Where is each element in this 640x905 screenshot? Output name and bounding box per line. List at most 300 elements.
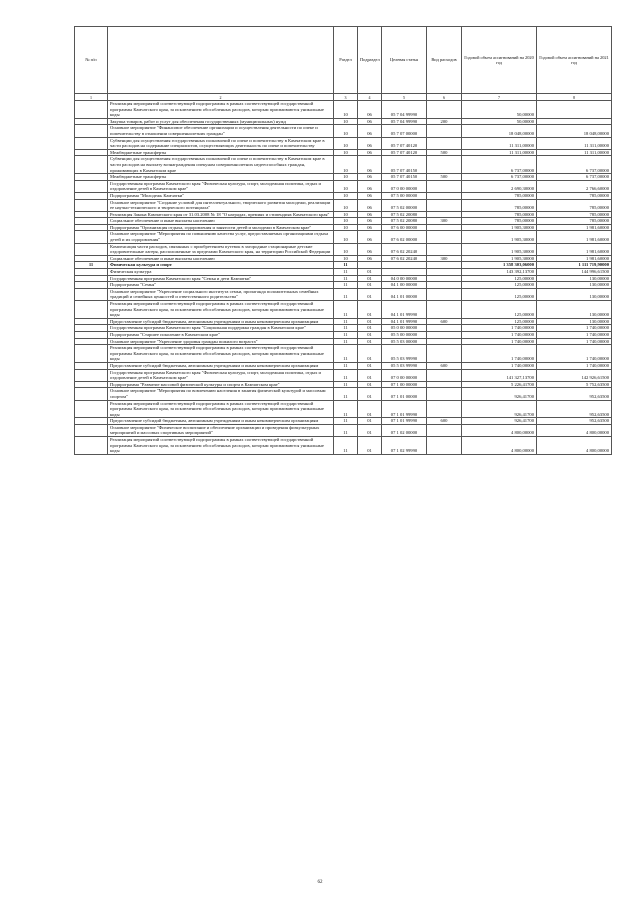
cell-exptype: 600 xyxy=(427,318,462,325)
cell-target: 07 1 01 99990 xyxy=(382,400,427,418)
cell-name: Подпрограмма "Семья" xyxy=(108,282,334,289)
cell-exptype xyxy=(427,224,462,231)
cell-section: 11 xyxy=(334,381,358,388)
cell-subsection: 01 xyxy=(358,437,382,455)
cell-subsection: 06 xyxy=(358,156,382,174)
cell-amount-2021: 1 981,60000 xyxy=(537,243,612,255)
cell-target: 07 6 02 20240 xyxy=(382,243,427,255)
table-row xyxy=(75,275,612,282)
cell-target: 07 0 00 00000 xyxy=(382,180,427,192)
cell-target: 04 1 00 00000 xyxy=(382,282,427,289)
cell-target: 04 0 00 00000 xyxy=(382,275,427,282)
cell-target: 07 6 02 00000 xyxy=(382,231,427,243)
cell-section: 10 xyxy=(334,192,358,199)
header-target: Целевая статья xyxy=(382,27,427,94)
cell-target: 07 1 01 00000 xyxy=(382,388,427,400)
cell-amount-2021: 130,00000 xyxy=(537,282,612,289)
cell-target: 05 5 00 00000 xyxy=(382,331,427,338)
cell-num xyxy=(75,149,108,156)
cell-target xyxy=(382,262,427,269)
header-name xyxy=(108,27,334,94)
cell-amount-2020: 785,00000 xyxy=(462,192,537,199)
cell-subsection: 06 xyxy=(358,231,382,243)
cell-subsection: 06 xyxy=(358,211,382,218)
cell-target: 07 1 02 99990 xyxy=(382,437,427,455)
cell-target: 07 1 01 99990 xyxy=(382,418,427,425)
cell-amount-2020: 6 737,00000 xyxy=(462,174,537,181)
cell-section: 10 xyxy=(334,255,358,262)
cell-name: Реализация Закона Камчатского края от 31.03.2008 № 18 "О наградах, премиях и стипендиях Камчатского края" xyxy=(108,211,334,218)
cell-exptype xyxy=(427,338,462,345)
cell-amount-2021: 130,00000 xyxy=(537,301,612,319)
cell-num xyxy=(75,424,108,436)
table-row xyxy=(75,199,612,211)
cell-name: Предоставление субсидий бюджетным, автономным учреждениям и иным некоммерческим организациям xyxy=(108,318,334,325)
table-row xyxy=(75,301,612,319)
cell-amount-2020: 11 311,00000 xyxy=(462,137,537,149)
cell-num xyxy=(75,192,108,199)
cell-section: 10 xyxy=(334,231,358,243)
cell-name: Закупка товаров, работ и услуг для обеспечения государственных (муниципальных) нужд xyxy=(108,118,334,125)
cell-amount-2021: 1 981,60000 xyxy=(537,224,612,231)
cell-exptype xyxy=(427,211,462,218)
cell-num xyxy=(75,418,108,425)
table-row xyxy=(75,331,612,338)
cell-amount-2020: 1 740,00000 xyxy=(462,325,537,332)
cell-section: 10 xyxy=(334,211,358,218)
cell-target: 07 5 02 20080 xyxy=(382,218,427,225)
cell-amount-2020: 6 737,00000 xyxy=(462,156,537,174)
cell-target: 05 5 03 99990 xyxy=(382,362,427,369)
cell-name: Основное мероприятие "Укрепление социального института семьи, пропаганда положительных семейных традиций и семейных ценностей и ответственного родительства" xyxy=(108,288,334,300)
cell-amount-2021: 6 737,00000 xyxy=(537,174,612,181)
cell-section: 11 xyxy=(334,282,358,289)
cell-subsection: 01 xyxy=(358,318,382,325)
table-row xyxy=(75,101,612,119)
cell-amount-2021: 1 740,00000 xyxy=(537,338,612,345)
cell-exptype xyxy=(427,388,462,400)
cell-name: Государственная программа Камчатского края "Социальная поддержка граждан в Камчатском крае" xyxy=(108,325,334,332)
cell-subsection: 01 xyxy=(358,369,382,381)
cell-exptype xyxy=(427,437,462,455)
cell-exptype xyxy=(427,275,462,282)
cell-amount-2020: 143 392,13700 xyxy=(462,269,537,276)
cell-name: Основное мероприятие "Создание условий для интеллектуального, творческого развития молодежи, реализации ее научно-технического и творческого потенциала" xyxy=(108,199,334,211)
cell-amount-2020: 785,00000 xyxy=(462,218,537,225)
column-index: 7 xyxy=(462,94,537,101)
cell-name: Государственная программа Камчатского края "Физическая культура, спорт, молодежная политика, отдых и оздоровление детей в Камчатском крае" xyxy=(108,180,334,192)
cell-name: Основное мероприятие "Мероприятия по повышению качества услуг, предоставляемых организациями отдыха детей и их оздоровления" xyxy=(108,231,334,243)
cell-amount-2020: 5 226,41700 xyxy=(462,381,537,388)
cell-section: 10 xyxy=(334,137,358,149)
cell-exptype xyxy=(427,400,462,418)
header-exptype: Вид расходов xyxy=(427,27,462,94)
cell-subsection: 01 xyxy=(358,275,382,282)
cell-amount-2021: 1 740,00000 xyxy=(537,362,612,369)
cell-exptype xyxy=(427,192,462,199)
cell-section: 10 xyxy=(334,149,358,156)
cell-amount-2020: 50,00000 xyxy=(462,118,537,125)
cell-amount-2021: 144 996,61500 xyxy=(537,269,612,276)
cell-amount-2020: 1 740,00000 xyxy=(462,331,537,338)
cell-target: 04 1 01 00000 xyxy=(382,288,427,300)
cell-target: 05 5 03 99990 xyxy=(382,345,427,363)
cell-target: 07 1 00 00000 xyxy=(382,381,427,388)
cell-subsection: 06 xyxy=(358,243,382,255)
cell-num xyxy=(75,231,108,243)
table-row xyxy=(75,149,612,156)
cell-exptype: 300 xyxy=(427,255,462,262)
cell-target: 07 5 02 20080 xyxy=(382,211,427,218)
cell-name: Основное мероприятие "Финансовое обеспечение организации и осуществления деятельности по опеке и попечительству в отношении совершеннолетних граждан" xyxy=(108,125,334,137)
cell-target: 07 5 00 00000 xyxy=(382,192,427,199)
table-row xyxy=(75,418,612,425)
table-row xyxy=(75,362,612,369)
cell-num xyxy=(75,101,108,119)
table-row xyxy=(75,288,612,300)
table-body xyxy=(75,101,612,455)
cell-name: Социальное обеспечение и иные выплаты населению xyxy=(108,255,334,262)
column-index: 6 xyxy=(427,94,462,101)
cell-amount-2021: 6 737,00000 xyxy=(537,156,612,174)
cell-name: Государственная программа Камчатского края "Семья и дети Камчатки" xyxy=(108,275,334,282)
cell-num xyxy=(75,381,108,388)
cell-exptype: 300 xyxy=(427,218,462,225)
cell-target: 07 6 00 00000 xyxy=(382,224,427,231)
cell-amount-2021: 952,63500 xyxy=(537,418,612,425)
budget-table xyxy=(74,26,612,455)
cell-amount-2021: 785,00000 xyxy=(537,218,612,225)
cell-section: 10 xyxy=(334,101,358,119)
cell-num xyxy=(75,180,108,192)
cell-amount-2020: 1 740,00000 xyxy=(462,362,537,369)
cell-subsection: 06 xyxy=(358,224,382,231)
cell-section: 11 xyxy=(334,325,358,332)
cell-amount-2020: 125,00000 xyxy=(462,275,537,282)
cell-exptype xyxy=(427,288,462,300)
cell-num xyxy=(75,437,108,455)
cell-exptype xyxy=(427,345,462,363)
cell-num xyxy=(75,301,108,319)
cell-num xyxy=(75,255,108,262)
cell-section: 10 xyxy=(334,218,358,225)
cell-subsection: 06 xyxy=(358,174,382,181)
cell-section: 10 xyxy=(334,118,358,125)
cell-amount-2020: 926,41700 xyxy=(462,400,537,418)
cell-target: 07 0 00 00000 xyxy=(382,369,427,381)
cell-num xyxy=(75,282,108,289)
cell-amount-2021: 785,00000 xyxy=(537,192,612,199)
table-row xyxy=(75,218,612,225)
cell-num xyxy=(75,156,108,174)
table-row xyxy=(75,381,612,388)
cell-subsection: 06 xyxy=(358,125,382,137)
cell-amount-2021: 4 800,00000 xyxy=(537,424,612,436)
cell-amount-2020: 4 800,00000 xyxy=(462,424,537,436)
table-row xyxy=(75,325,612,332)
cell-target: 07 5 02 00000 xyxy=(382,199,427,211)
cell-section: 11 xyxy=(334,262,358,269)
cell-section: 10 xyxy=(334,180,358,192)
cell-section: 11 xyxy=(334,275,358,282)
cell-subsection: 01 xyxy=(358,325,382,332)
column-index: 3 xyxy=(334,94,358,101)
table-row xyxy=(75,255,612,262)
table-row xyxy=(75,282,612,289)
table-row xyxy=(75,224,612,231)
cell-subsection: 06 xyxy=(358,192,382,199)
cell-target: 05 7 04 99990 xyxy=(382,118,427,125)
cell-section: 11 xyxy=(334,369,358,381)
cell-target: 05 7 07 40150 xyxy=(382,174,427,181)
cell-name: Реализация мероприятий соответствующей подпрограммы в рамках соответствующей государственной программы Камчатского края, за исключением обособленных расходов, которым присваиваются уникальные коды xyxy=(108,400,334,418)
cell-amount-2020: 1 905,30000 xyxy=(462,231,537,243)
cell-exptype xyxy=(427,243,462,255)
cell-name: Реализация мероприятий соответствующей подпрограммы в рамках соответствующей государственной программы Камчатского края, за исключением обособленных расходов, которым присваиваются уникальные коды xyxy=(108,301,334,319)
cell-amount-2021: 11 311,00000 xyxy=(537,149,612,156)
cell-name: Реализация мероприятий соответствующей подпрограммы в рамках соответствующей государственной программы Камчатского края, за исключением обособленных расходов, которым присваиваются уникальные коды xyxy=(108,437,334,455)
header-section: Раздел xyxy=(334,27,358,94)
cell-section: 11 xyxy=(334,345,358,363)
cell-num xyxy=(75,174,108,181)
cell-amount-2021: 952,63500 xyxy=(537,388,612,400)
cell-num xyxy=(75,211,108,218)
cell-name: Субвенции для осуществления государственных полномочий по опеке и попечительству в Камчатском крае в части расходов на содержание специалистов, осуществляющих деятельность по опеке и попечительству xyxy=(108,137,334,149)
cell-amount-2020: 1 905,30000 xyxy=(462,224,537,231)
table-row xyxy=(75,318,612,325)
cell-amount-2021: 130,00000 xyxy=(537,275,612,282)
cell-num xyxy=(75,338,108,345)
cell-name: Подпрограмма "Организация отдыха, оздоровления и занятости детей и молодежи в Камчатском крае" xyxy=(108,224,334,231)
cell-amount-2020: 125,00000 xyxy=(462,288,537,300)
cell-amount-2021: 1 981,60000 xyxy=(537,255,612,262)
table-row xyxy=(75,262,612,269)
cell-name: Предоставление субсидий бюджетным, автономным учреждениям и иным некоммерческим организациям xyxy=(108,418,334,425)
cell-amount-2021: 130,00000 xyxy=(537,288,612,300)
cell-name: Межбюджетные трансферты xyxy=(108,174,334,181)
table-row xyxy=(75,400,612,418)
cell-target: 07 1 02 00000 xyxy=(382,424,427,436)
column-index: 5 xyxy=(382,94,427,101)
column-index: 4 xyxy=(358,94,382,101)
cell-exptype: 500 xyxy=(427,149,462,156)
cell-exptype xyxy=(427,231,462,243)
cell-name: Реализация мероприятий соответствующей подпрограммы в рамках соответствующей государственной программы Камчатского края, за исключением обособленных расходов, которым присваиваются уникальные коды xyxy=(108,345,334,363)
cell-name: Подпрограмма "Старшее поколение в Камчатском крае" xyxy=(108,331,334,338)
cell-amount-2021: 4 800,00000 xyxy=(537,437,612,455)
cell-name: Основное мероприятие "Мероприятия по вовлечению населения в занятия физической культурой и массовым спортом" xyxy=(108,388,334,400)
cell-amount-2020: 785,00000 xyxy=(462,199,537,211)
table-row xyxy=(75,231,612,243)
header-year-2021: Годовой объем ассигнований на 2021 год xyxy=(537,27,612,94)
cell-section: 10 xyxy=(334,199,358,211)
cell-subsection: 06 xyxy=(358,255,382,262)
cell-amount-2020: 11 311,00000 xyxy=(462,149,537,156)
table-row xyxy=(75,118,612,125)
cell-num: 11 xyxy=(75,262,108,269)
cell-exptype: 600 xyxy=(427,418,462,425)
page-number: 62 xyxy=(317,880,323,885)
cell-num xyxy=(75,318,108,325)
cell-num xyxy=(75,325,108,332)
cell-amount-2020: 1 740,00000 xyxy=(462,338,537,345)
cell-amount-2020: 141 327,13700 xyxy=(462,369,537,381)
cell-num xyxy=(75,125,108,137)
cell-exptype xyxy=(427,180,462,192)
cell-name: Предоставление субсидий бюджетным, автономным учреждениям и иным некоммерческим организациям xyxy=(108,362,334,369)
cell-num xyxy=(75,388,108,400)
table-row xyxy=(75,125,612,137)
cell-target: 05 7 04 99990 xyxy=(382,101,427,119)
table-row xyxy=(75,211,612,218)
cell-num xyxy=(75,288,108,300)
header-year-2020: Годовой объем ассигнований на 2020 год xyxy=(462,27,537,94)
cell-exptype xyxy=(427,125,462,137)
cell-subsection: 01 xyxy=(358,388,382,400)
cell-amount-2021: 1 740,00000 xyxy=(537,345,612,363)
cell-amount-2021: 952,63500 xyxy=(537,400,612,418)
cell-subsection: 01 xyxy=(358,282,382,289)
cell-subsection: 01 xyxy=(358,288,382,300)
cell-section: 11 xyxy=(334,400,358,418)
cell-amount-2020: 1 905,30000 xyxy=(462,255,537,262)
cell-exptype xyxy=(427,262,462,269)
cell-name: Основное мероприятие "Физическое воспитание и обеспечение организации и проведения физкультурных мероприятий и массовых спортивных мероприятий" xyxy=(108,424,334,436)
cell-num xyxy=(75,243,108,255)
cell-section: 11 xyxy=(334,301,358,319)
cell-subsection: 01 xyxy=(358,400,382,418)
cell-name: Реализация мероприятий соответствующей подпрограммы в рамках соответствующей государственной программы Камчатского края, за исключением обособленных расходов, которым присваиваются уникальные коды xyxy=(108,101,334,119)
cell-exptype xyxy=(427,269,462,276)
cell-section: 11 xyxy=(334,288,358,300)
cell-exptype xyxy=(427,199,462,211)
column-index: 2 xyxy=(108,94,334,101)
cell-name: Субвенции для осуществления государственных полномочий по опеке и попечительству в Камчатском крае в части расходов на выплату вознаграждения опекунам совершеннолетних недееспособных граждан, проживающих в Камчатском крае xyxy=(108,156,334,174)
table-row xyxy=(75,243,612,255)
table-row xyxy=(75,174,612,181)
column-index-row xyxy=(75,94,612,101)
cell-num xyxy=(75,400,108,418)
cell-num xyxy=(75,362,108,369)
cell-amount-2021: 5 752,63500 xyxy=(537,381,612,388)
table-row xyxy=(75,156,612,174)
cell-section: 11 xyxy=(334,269,358,276)
cell-target: 04 1 01 99990 xyxy=(382,301,427,319)
cell-subsection: 01 xyxy=(358,345,382,363)
table-row xyxy=(75,192,612,199)
cell-exptype xyxy=(427,301,462,319)
cell-target: 05 5 03 00000 xyxy=(382,338,427,345)
cell-section: 10 xyxy=(334,156,358,174)
cell-exptype xyxy=(427,325,462,332)
cell-target: 07 6 02 20240 xyxy=(382,255,427,262)
cell-amount-2021: 18 048,00000 xyxy=(537,125,612,137)
cell-num xyxy=(75,345,108,363)
cell-section: 10 xyxy=(334,174,358,181)
cell-subsection: 06 xyxy=(358,149,382,156)
table-row xyxy=(75,269,612,276)
cell-exptype xyxy=(427,424,462,436)
cell-target: 05 7 07 00000 xyxy=(382,125,427,137)
cell-num xyxy=(75,269,108,276)
table-row xyxy=(75,137,612,149)
cell-num xyxy=(75,218,108,225)
cell-name: Социальное обеспечение и иные выплаты населению xyxy=(108,218,334,225)
cell-name: Основное мероприятие "Укрепление здоровья граждан пожилого возраста" xyxy=(108,338,334,345)
cell-subsection: 01 xyxy=(358,381,382,388)
cell-subsection: 06 xyxy=(358,180,382,192)
cell-num xyxy=(75,224,108,231)
cell-name: Компенсация части расходов, связанных с приобретением путевок в загородные стационарные детские оздоровительные лагеря, расположенные за пределами Камчатского края, на территории Российской Федерации xyxy=(108,243,334,255)
table-row xyxy=(75,424,612,436)
cell-subsection: 01 xyxy=(358,338,382,345)
cell-amount-2021: 785,00000 xyxy=(537,199,612,211)
cell-amount-2020: 4 800,00000 xyxy=(462,437,537,455)
cell-exptype: 500 xyxy=(427,174,462,181)
header-subsection: Подраздел xyxy=(358,27,382,94)
cell-section: 11 xyxy=(334,418,358,425)
cell-num xyxy=(75,331,108,338)
cell-name: Подпрограмма "Развитие массовой физической культуры и спорта в Камчатском крае" xyxy=(108,381,334,388)
cell-target: 05 7 07 40120 xyxy=(382,149,427,156)
header-num: № п/п xyxy=(75,27,108,94)
cell-name: Физическая культура xyxy=(108,269,334,276)
cell-exptype xyxy=(427,282,462,289)
cell-num xyxy=(75,369,108,381)
cell-num xyxy=(75,137,108,149)
cell-section: 11 xyxy=(334,331,358,338)
cell-section: 11 xyxy=(334,388,358,400)
cell-section: 10 xyxy=(334,243,358,255)
cell-subsection: 06 xyxy=(358,101,382,119)
cell-amount-2021: 11 311,00000 xyxy=(537,137,612,149)
cell-amount-2021: 785,00000 xyxy=(537,211,612,218)
cell-amount-2020: 926,41700 xyxy=(462,418,537,425)
cell-section: 11 xyxy=(334,338,358,345)
table-row xyxy=(75,388,612,400)
cell-subsection: 01 xyxy=(358,418,382,425)
cell-exptype: 600 xyxy=(427,362,462,369)
cell-amount-2020: 1 905,30000 xyxy=(462,243,537,255)
cell-subsection: 06 xyxy=(358,118,382,125)
cell-exptype: 200 xyxy=(427,118,462,125)
cell-name: Межбюджетные трансферты xyxy=(108,149,334,156)
cell-amount-2020: 785,00000 xyxy=(462,211,537,218)
cell-amount-2021: 1 981,60000 xyxy=(537,231,612,243)
cell-subsection: 01 xyxy=(358,362,382,369)
cell-section: 11 xyxy=(334,318,358,325)
cell-subsection: 01 xyxy=(358,424,382,436)
table-row xyxy=(75,345,612,363)
cell-name: Подпрограмма "Молодежь Камчатки" xyxy=(108,192,334,199)
cell-exptype xyxy=(427,381,462,388)
table-header-row xyxy=(75,27,612,94)
cell-subsection: 06 xyxy=(358,137,382,149)
cell-amount-2021: 1 111 719,90000 xyxy=(537,262,612,269)
cell-section: 11 xyxy=(334,437,358,455)
cell-amount-2021 xyxy=(537,118,612,125)
cell-amount-2020: 926,41700 xyxy=(462,388,537,400)
cell-name: Физическая культура и спорт xyxy=(108,262,334,269)
cell-exptype xyxy=(427,137,462,149)
cell-target: 05 0 00 00000 xyxy=(382,325,427,332)
cell-exptype xyxy=(427,101,462,119)
table-row xyxy=(75,338,612,345)
cell-amount-2021: 1 740,00000 xyxy=(537,325,612,332)
cell-subsection: 01 xyxy=(358,301,382,319)
cell-amount-2021: 142 926,61500 xyxy=(537,369,612,381)
cell-amount-2020: 2 690,30000 xyxy=(462,180,537,192)
